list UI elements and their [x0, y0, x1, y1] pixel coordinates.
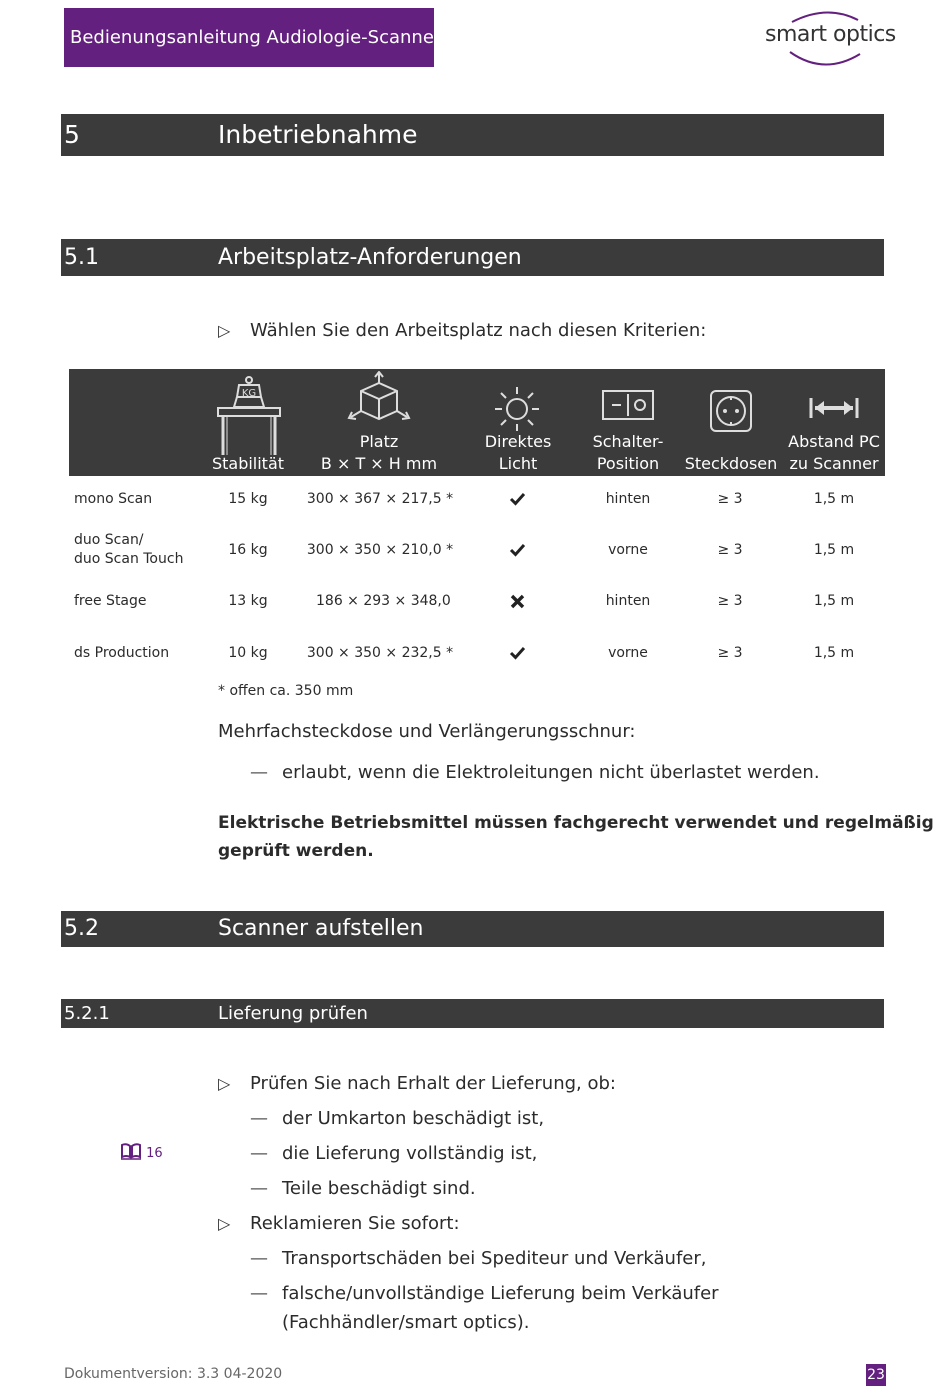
dash-bullet: —: [250, 1108, 268, 1129]
row-size: 186 × 293 × 348,0: [316, 593, 451, 609]
row-sockets: ≥ 3: [717, 491, 743, 507]
subsection-title: Lieferung prüfen: [218, 1003, 368, 1024]
row-distance: 1,5 m: [813, 645, 855, 661]
smart-optics-logo: [762, 8, 896, 68]
header-stability: Stabilität: [211, 454, 285, 473]
check-icon: [509, 492, 526, 506]
list-item-continuation: (Fachhändler/smart optics).: [282, 1312, 530, 1333]
table-footnote: * offen ca. 350 mm: [218, 683, 354, 699]
row-size: 300 × 367 × 217,5 *: [306, 491, 454, 507]
page-reference-link[interactable]: [120, 1143, 163, 1161]
page-reference-number: 16: [146, 1146, 163, 1161]
check-icon: [509, 543, 526, 557]
list-item: — falsche/unvollständige Lieferung beim Verkäufer: [250, 1283, 719, 1304]
step-text: Prüfen Sie nach Erhalt der Lieferung, ob:: [250, 1073, 616, 1094]
list-item: — Teile beschädigt sind.: [250, 1178, 476, 1199]
power-heading: Mehrfachsteckdose und Verlängerungsschnur:: [218, 721, 636, 742]
step-arrow-icon: ▷: [218, 1074, 231, 1093]
section-title: Arbeitsplatz-Anforderungen: [218, 245, 522, 270]
dash-bullet: —: [250, 1143, 268, 1164]
list-item: — der Umkarton beschädigt ist,: [250, 1108, 545, 1129]
switch-icon: [601, 389, 655, 421]
instruction-step: [218, 320, 706, 341]
row-switch-position: hinten: [605, 593, 651, 609]
step-arrow-icon: ▷: [218, 321, 231, 340]
row-product-name: free Stage: [74, 593, 147, 609]
row-weight: 15 kg: [228, 491, 268, 507]
row-switch-position: vorne: [608, 542, 648, 558]
row-product-name: ds Production: [74, 645, 170, 661]
instruction-step: [218, 1073, 616, 1094]
list-item: — Transportschäden bei Spediteur und Verkäufer,: [250, 1248, 707, 1269]
document-version: Dokumentversion: 3.3 04-2020: [64, 1366, 283, 1382]
row-size: 300 × 350 × 210,0 *: [306, 542, 454, 558]
row-sockets: ≥ 3: [717, 645, 743, 661]
header-distance: Abstand PC zu Scanner: [788, 432, 880, 473]
row-sockets: ≥ 3: [717, 542, 743, 558]
cross-icon: [510, 594, 525, 609]
socket-icon: [709, 389, 753, 433]
row-weight: 13 kg: [228, 593, 268, 609]
list-item: — erlaubt, wenn die Elektroleitungen nicht überlastet werden.: [250, 762, 820, 783]
row-distance: 1,5 m: [813, 593, 855, 609]
weight-label: KG: [241, 388, 257, 399]
header-direct-light: Direktes Licht: [484, 432, 552, 473]
row-switch-position: vorne: [608, 645, 648, 661]
step-arrow-icon: ▷: [218, 1214, 231, 1233]
chapter-heading: [61, 114, 884, 156]
page-number: 23: [866, 1364, 886, 1386]
step-text: Reklamieren Sie sofort:: [250, 1213, 460, 1234]
row-sockets: ≥ 3: [717, 593, 743, 609]
row-weight: 10 kg: [228, 645, 268, 661]
dash-bullet: —: [250, 762, 268, 783]
row-switch-position: hinten: [605, 491, 651, 507]
logo-text: smart optics: [765, 22, 896, 47]
header-sockets: Steckdosen: [684, 454, 778, 473]
dash-bullet: —: [250, 1248, 268, 1269]
check-icon: [509, 646, 526, 660]
distance-arrows-icon: [809, 396, 859, 420]
header-space: Platz B × T × H mm: [320, 432, 438, 473]
section-number: 5.1: [64, 245, 99, 270]
row-size: 300 × 350 × 232,5 *: [306, 645, 454, 661]
safety-warning: Elektrische Betriebsmittel müssen fachgerecht verwendet und regelmäßig geprüft werden.: [218, 813, 934, 861]
book-icon: [120, 1143, 142, 1160]
header-switch-position: Schalter- Position: [592, 432, 664, 473]
requirements-table-header: [69, 369, 885, 476]
row-product-name: mono Scan: [74, 491, 153, 507]
section-heading: [61, 911, 884, 947]
row-product-name: duo Scan/ duo Scan Touch: [74, 532, 184, 567]
row-distance: 1,5 m: [813, 491, 855, 507]
dash-bullet: —: [250, 1283, 268, 1304]
dash-bullet: —: [250, 1178, 268, 1199]
subsection-number: 5.2.1: [64, 1003, 110, 1024]
chapter-title: Inbetriebnahme: [218, 120, 418, 149]
document-title-banner: Bedienungsanleitung Audiologie-Scanner: [64, 8, 434, 67]
section-number: 5.2: [64, 916, 99, 941]
section-heading: [61, 239, 884, 276]
box-dimensions-icon: [347, 371, 411, 429]
sun-icon: [492, 385, 542, 433]
row-distance: 1,5 m: [813, 542, 855, 558]
row-weight: 16 kg: [228, 542, 268, 558]
chapter-number: 5: [64, 120, 80, 149]
section-title: Scanner aufstellen: [218, 916, 424, 941]
subsection-heading: [61, 999, 884, 1028]
list-item: — die Lieferung vollständig ist,: [250, 1143, 538, 1164]
instruction-step: [218, 1213, 460, 1234]
step-text: Wählen Sie den Arbeitsplatz nach diesen Kriterien:: [250, 320, 707, 341]
